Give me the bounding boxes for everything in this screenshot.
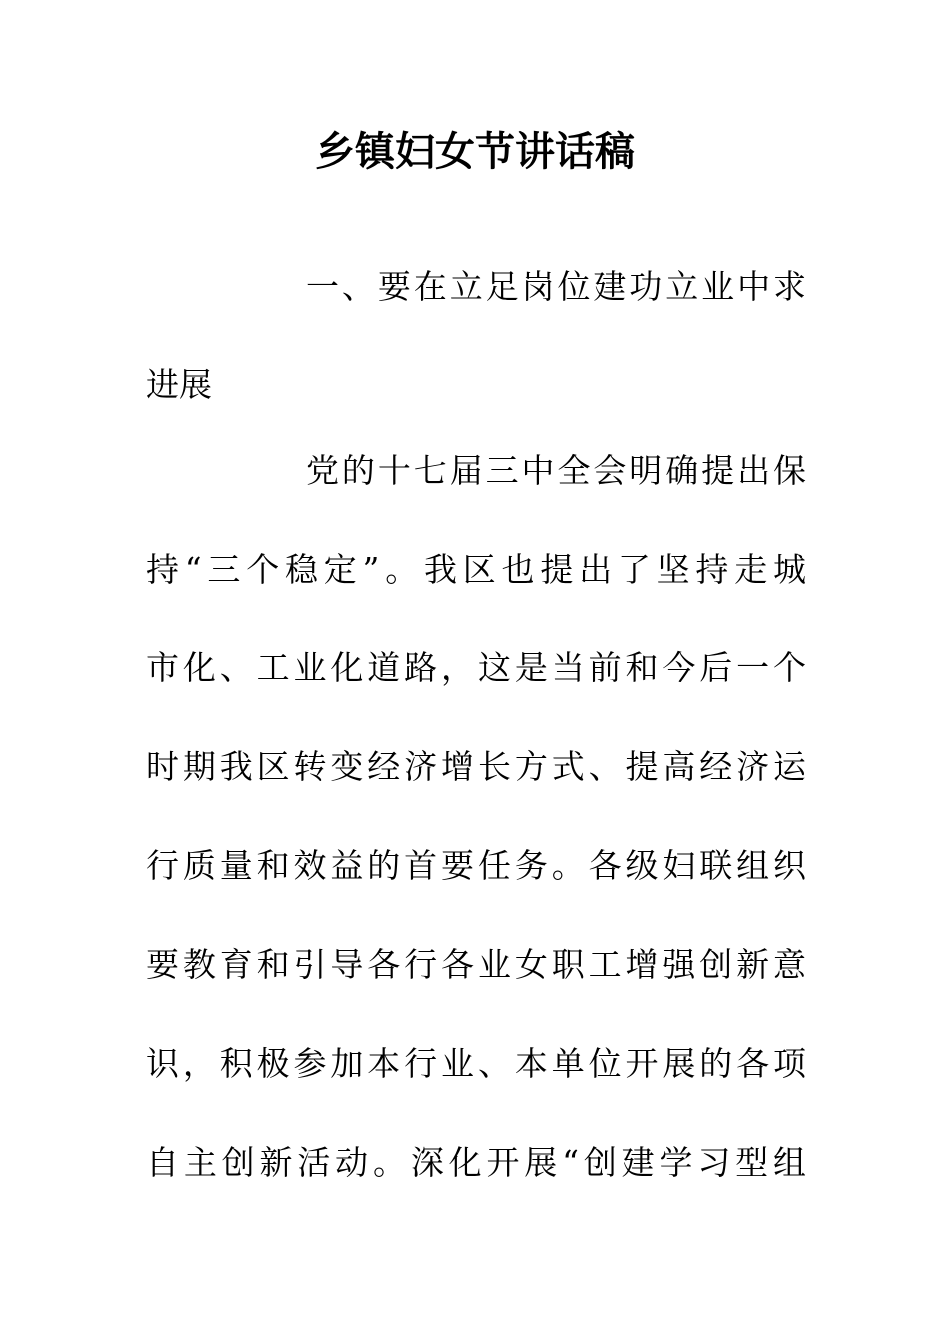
body-text-line-8: 自主创新活动。深化开展“创建学习型组 bbox=[146, 1143, 806, 1182]
body-text-line-6: 要教育和引导各行各业女职工增强创新意 bbox=[146, 945, 806, 984]
document-title: 乡镇妇女节讲话稿 bbox=[315, 129, 635, 175]
body-text-line-1: 党的十七届三中全会明确提出保 bbox=[306, 451, 806, 490]
section-heading-line-1: 一、要在立足岗位建功立业中求 bbox=[306, 267, 806, 306]
section-heading-line-2: 进展 bbox=[146, 365, 212, 404]
body-text-line-5: 行质量和效益的首要任务。各级妇联组织 bbox=[146, 846, 806, 885]
body-text-line-2: 持“三个稳定”。我区也提出了坚持走城 bbox=[146, 550, 806, 589]
body-text-line-3: 市化、工业化道路，这是当前和今后一个 bbox=[146, 648, 806, 687]
body-text-line-7: 识，积极参加本行业、本单位开展的各项 bbox=[146, 1044, 806, 1083]
body-text-line-4: 时期我区转变经济增长方式、提高经济运 bbox=[146, 747, 806, 786]
